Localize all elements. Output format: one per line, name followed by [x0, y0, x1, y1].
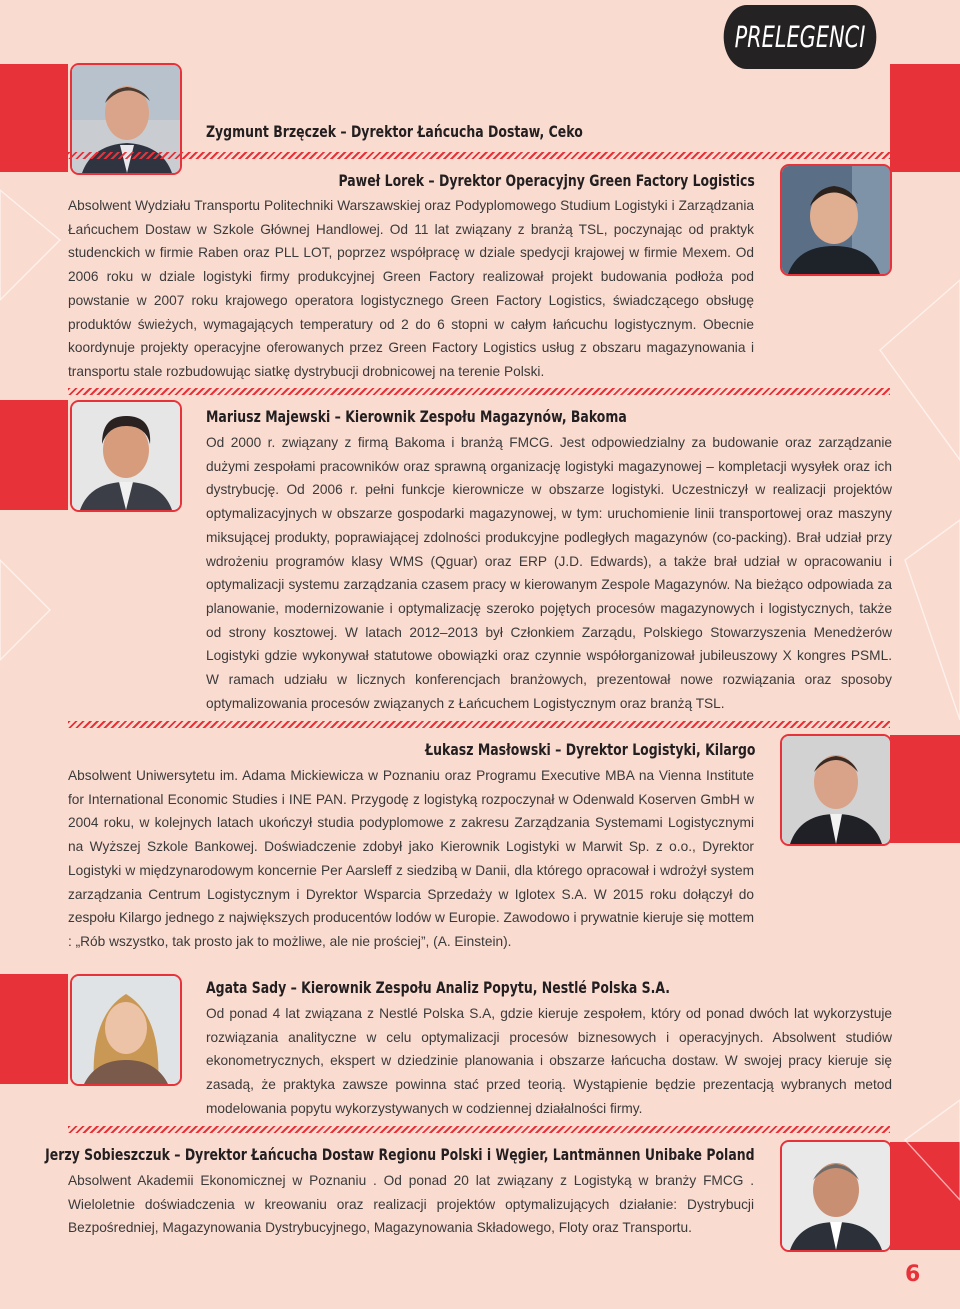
- speaker-bio-jerzy-sobieszczuk: Absolwent Akademii Ekonomicznej w Poznaniu . Od ponad 20 lat związany z Logistyką w branży FMCG . Wieloletnie doświadczenia w kreowaniu oraz realizacji projektów optymalizujących działanie: Dystrybucji Bezpośredniej, Magazynowania Dystrybucyjnego, Magazynowania Składowego, Floty oraz Transportu.: [68, 1173, 754, 1236]
- speaker-photo-pawel-lorek: [780, 164, 892, 276]
- divider-stripe: [68, 152, 890, 159]
- section-title-pill: [724, 5, 877, 69]
- speaker-name-jerzy-sobieszczuk: Jerzy Sobieszczuk – Dyrektor Łańcucha Dostaw Regionu Polski i Węgier, Lantmännen Unibake Poland: [45, 1145, 755, 1164]
- speaker-photo-mariusz-majewski: [70, 400, 182, 512]
- divider-stripe: [68, 1126, 890, 1133]
- speaker-bio-mariusz-majewski: Od 2000 r. związany z firmą Bakoma i branżą FMCG. Jest odpowiedzialny za budowanie oraz zarządzanie dużymi zespołami pracowników oraz sprawną organizację logistyki magazynowej – kompletacji wysyłek oraz ich dystrybucję. Od 2006 r. pełni funkcje kierownicze w obszarze logistyki. Uczestniczył w realizacji projektów optymalizacyjnych w obszarze gospodarki magazynowej, w tym: uruchomienie linii transportowej oraz maszyny miksującej produkty, poprawiającej zdolności produkcyjne podległych magazynów (co-packing). Brał udział przy wdrożeniu programów klasy WMS (Qguar) oraz ERP (J.D. Edwards), a także brał udział w opracowaniu i optymalizacji systemu zarządzania czasem pracy w kierowanym Zespole Magazynów. Na bieżąco odpowiada za planowanie, modernizowanie i optymalizację szeroko pojętych procesów magazynowych i logistycznych, także od strony kosztowej. W latach 2012–2013 był Członkiem Zarządu, Polskiego Stowarzyszenia Menedżerów Logistyki gdzie wykonywał statutowe obowiązki oraz czynnie współorganizował jubileuszowy X kongres PSML. W ramach udziału w licznych konferencjach branżowych, prezentował nowe rozwiązania oraz sposoby optymalizowania procesów związanych z Łańcuchem Logistycznym oraz branżą TSL.: [206, 435, 892, 711]
- speaker-photo-lukasz-maslowski: [780, 734, 892, 846]
- speaker-bio-pawel-lorek: Absolwent Wydziału Transportu Politechniki Warszawskiej oraz Podyplomowego Studium Logistyki i Zarządzania Łańcuchem Dostaw w Szkole Głównej Handlowej. Od 11 lat związany z branżą TSL, poczynając od praktyk studenckich w firmie Raben oraz PLL LOT, poprzez współpracę w dziale spedycji krajowej w firmie Mexem. Od 2006 roku w dziale logistyki firmy produkcyjnej Green Factory realizował projekt budowania podłoża pod powstanie w 2007 roku krajowego operatora logistycznego Green Factory Logistics, świadczącego obsługę produktów świeżych, wymagających temperatury od 2 do 6 stopni w całym łańcuchu logistycznym. Obecnie koordynuje projekty operacyjne oferowanych przez Green Factory Logistics usług z obszaru magazynowania i transportu stale rozbudowując siatkę dystrybucji drobnicowej na terenie Polski.: [68, 198, 754, 379]
- section-title: PRELEGENCI: [734, 20, 866, 54]
- divider-stripe: [68, 388, 890, 395]
- speaker-name-pawel-lorek: Paweł Lorek – Dyrektor Operacyjny Green Factory Logistics: [338, 171, 755, 190]
- divider-stripe: [68, 721, 890, 728]
- speaker-bio-agata-sady: Od ponad 4 lat związana z Nestlé Polska S.A, gdzie kieruje zespołem, który od ponad dwóch lat wykorzystuje rozwiązania analityczne w celu optymalizacji procesów biznesowych i operacyjnych. Absolwent studiów ekonometrycznych, ekspert w dziedzinie planowania i obszarze łańcucha dostaw. W swojej pracy kieruje się zasadą, że praktyka zawsze powinna stać przed teorią. Wystąpienie będzie prezentacją wybranych metod modelowania popytu wykorzystywanych w codziennej działalności firmy.: [206, 1006, 892, 1116]
- speaker-name-zygmunt-brzeczek: Zygmunt Brzęczek – Dyrektor Łańcucha Dostaw, Ceko: [206, 122, 583, 141]
- speaker-name-mariusz-majewski: Mariusz Majewski – Kierownik Zespołu Magazynów, Bakoma: [206, 407, 627, 426]
- page-number: 6: [905, 1262, 921, 1287]
- speaker-photo-agata-sady: [70, 974, 182, 1086]
- speaker-name-lukasz-maslowski: Łukasz Masłowski – Dyrektor Logistyki, Kilargo: [424, 740, 755, 759]
- speaker-photo-jerzy-sobieszczuk: [780, 1140, 892, 1252]
- speaker-bio-lukasz-maslowski: Absolwent Uniwersytetu im. Adama Mickiewicza w Poznaniu oraz Programu Executive MBA na Vienna Institute for International Economic Studies i INE PAN. Przygodę z logistyką rozpoczynał w Odenwald Koserven GmbH w 2004 roku, w kolejnych latach ukończył studia podyplomowe z zakresu Zarządzania Systemami Logistycznymi na Wyższej Szkole Bankowej. Doświadczenie zdobył jako Kierownik Logistyki w Marwit Sp. z o.o., Dyrektor Logistyki w międzynarodowym koncernie Per Aarsleff z siedzibą w Danii, dla którego opracował i wdrożył system zarządzania Centrum Logistycznym i Dyrektor Wsparcia Sprzedaży w Iglotex S.A. W 2015 roku dołączył do zespołu Kilargo jednego z największych producentów lodów w Europie. Zawodowo i prywatnie kieruje się mottem : „Rób wszystko, tak prosto jak to możliwe, ale nie prościej”, (A. Einstein).: [68, 768, 754, 949]
- speaker-name-agata-sady: Agata Sady – Kierownik Zespołu Analiz Popytu, Nestlé Polska S.A.: [206, 978, 671, 997]
